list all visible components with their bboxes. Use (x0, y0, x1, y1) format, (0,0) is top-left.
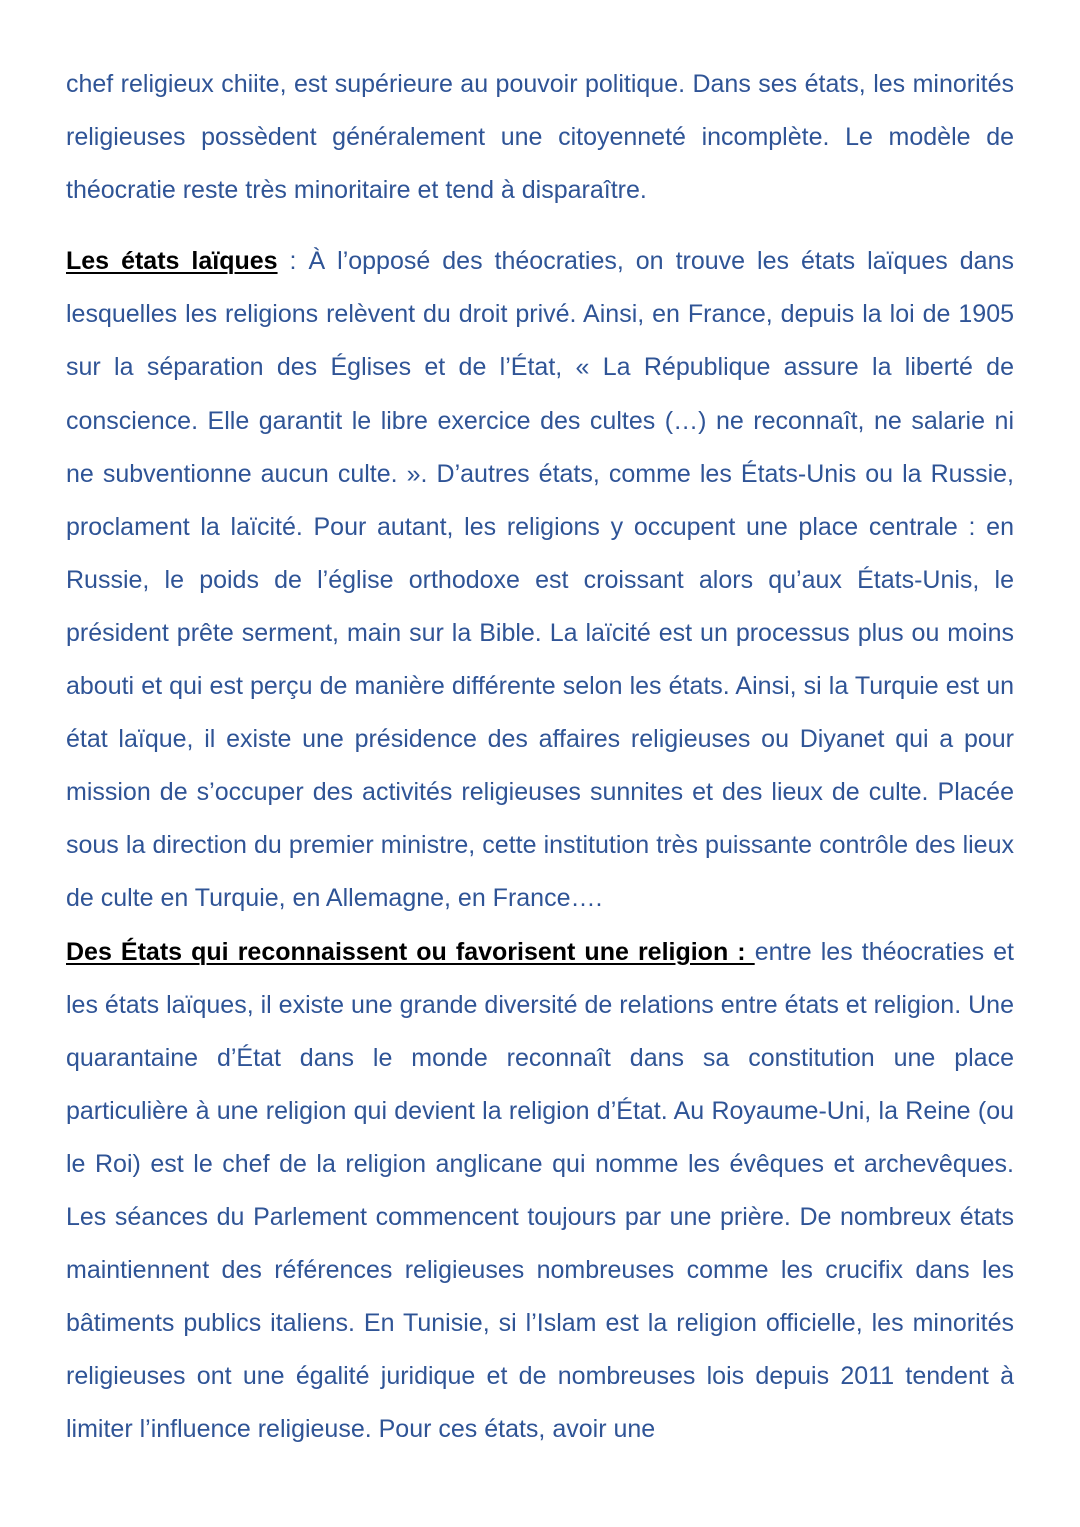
paragraph-etats-laiques (66, 235, 1014, 925)
paragraph-text: À l’opposé des théocraties, on trouve les états laïques dans lesquelles les religions relèvent du droit privé. Ainsi, en France, depuis la loi de 1905 sur la séparation des Églises et de l’État, « La République assure la liberté de conscience. Elle garantit le libre exercice des cultes (…) ne reconnaît, ne salarie ni ne subventionne aucun culte. ». D’autres états, comme les États-Unis ou la Russie, proclament la laïcité. Pour autant, les religions y occupent une place centrale : en Russie, le poids de l’église orthodoxe est croissant alors qu’aux États-Unis, le président prête serment, main sur la Bible. La laïcité est un processus plus ou moins abouti et qui est perçu de manière différente selon les états. Ainsi, si la Turquie est un état laïque, il existe une présidence des affaires religieuses ou Diyanet qui a pour mission de s’occuper des activités religieuses sunnites et des lieux de culte. Placée sous la direction du premier ministre, cette institution très puissante contrôle des lieux de culte en Turquie, en Allemagne, en France…. (66, 247, 1014, 913)
heading-separator: : (277, 247, 309, 276)
document-page (66, 58, 1014, 1456)
paragraph-theocratie (66, 58, 1014, 217)
section-heading-religion: Des États qui reconnaissent ou favorisent une religion : (66, 937, 755, 966)
section-heading-etats-laiques: Les états laïques (66, 247, 278, 276)
paragraph-etats-religion (66, 926, 1014, 1457)
paragraph-text: chef religieux chiite, est supérieure au pouvoir politique. Dans ses états, les minorités religieuses possèdent généralement une citoyenneté incomplète. Le modèle de théocratie reste très minoritaire et tend à disparaître. (66, 70, 1014, 205)
paragraph-text: entre les théocraties et les états laïques, il existe une grande diversité de relations entre états et religion. Une quarantaine d’État dans le monde reconnaît dans sa constitution une place particulière à une religion qui devient la religion d’État. Au Royaume-Uni, la Reine (ou le Roi) est le chef de la religion anglicane qui nomme les évêques et archevêques. Les séances du Parlement commencent toujours par une prière. De nombreux états maintiennent des références religieuses nombreuses comme les crucifix dans les bâtiments publics italiens. En Tunisie, si l’Islam est la religion officielle, les minorités religieuses ont une égalité juridique et de nombreuses lois depuis 2011 tendent à limiter l’influence religieuse. Pour ces états, avoir une (66, 937, 1014, 1444)
